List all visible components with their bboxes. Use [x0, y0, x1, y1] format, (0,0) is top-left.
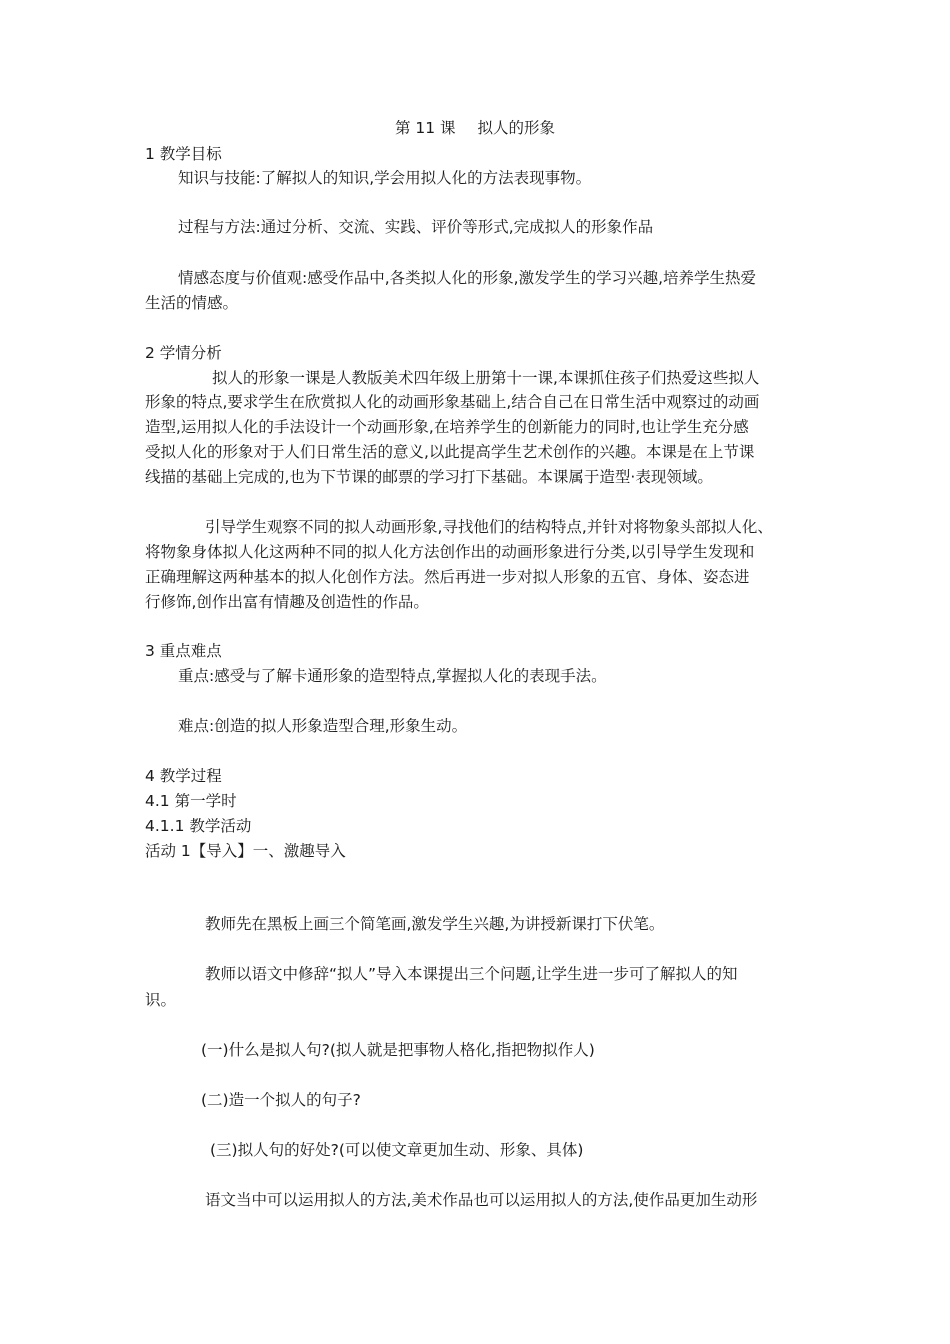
paragraph: 行修饰,创作出富有情趣及创造性的作品。 [145, 593, 429, 611]
paragraph: 受拟人化的形象对于人们日常生活的意义,以此提高学生艺术创作的兴趣。本课是在上节课 [145, 443, 755, 461]
paragraph: 引导学生观察不同的拟人动画形象,寻找他们的结构特点,并针对将物象头部拟人化、 [205, 518, 773, 536]
paragraph: 识。 [145, 991, 177, 1009]
paragraph: 重点:感受与了解卡通形象的造型特点,掌握拟人化的表现手法。 [178, 667, 607, 685]
subheading: 4.1 第一学时 [145, 792, 237, 810]
paragraph: 教师先在黑板上画三个简笔画,激发学生兴趣,为讲授新课打下伏笔。 [205, 915, 665, 933]
paragraph: 语文当中可以运用拟人的方法,美术作品也可以运用拟人的方法,使作品更加生动形 [205, 1191, 758, 1209]
section-heading-key-points: 3 重点难点 [145, 642, 222, 660]
paragraph: 生活的情感。 [145, 294, 239, 312]
section-heading-objectives: 1 教学目标 [145, 145, 222, 163]
paragraph: 正确理解这两种基本的拟人化创作方法。然后再进一步对拟人形象的五官、身体、姿态进 [145, 568, 750, 586]
paragraph: 难点:创造的拟人形象造型合理,形象生动。 [178, 717, 468, 735]
lesson-number: 第 11 课 [394, 119, 456, 137]
paragraph: 教师以语文中修辞“拟人”导入本课提出三个问题,让学生进一步可了解拟人的知 [205, 965, 738, 983]
activity-heading: 活动 1【导入】一、激趣导入 [145, 842, 346, 860]
section-heading-process: 4 教学过程 [145, 767, 222, 785]
paragraph: 线描的基础上完成的,也为下节课的邮票的学习打下基础。本课属于造型·表现领域。 [145, 468, 713, 486]
question-item: (三)拟人句的好处?(可以使文章更加生动、形象、具体) [210, 1141, 584, 1159]
paragraph: 过程与方法:通过分析、交流、实践、评价等形式,完成拟人的形象作品 [178, 218, 654, 236]
paragraph: 拟人的形象一课是人教版美术四年级上册第十一课,本课抓住孩子们热爱这些拟人 [212, 369, 760, 387]
subheading: 4.1.1 教学活动 [145, 817, 252, 835]
paragraph: 将物象身体拟人化这两种不同的拟人化方法创作出的动画形象进行分类,以引导学生发现和 [145, 543, 755, 561]
question-item: (一)什么是拟人句?(拟人就是把事物人格化,指把物拟作人) [201, 1041, 595, 1059]
question-item: (二)造一个拟人的句子? [201, 1091, 361, 1109]
paragraph: 形象的特点,要求学生在欣赏拟人化的动画形象基础上,结合自己在日常生活中观察过的动画 [145, 393, 760, 411]
page-title [0, 118, 950, 138]
lesson-name: 拟人的形象 [477, 119, 556, 137]
paragraph: 情感态度与价值观:感受作品中,各类拟人化的形象,激发学生的学习兴趣,培养学生热爱 [178, 269, 757, 287]
paragraph: 造型,运用拟人化的手法设计一个动画形象,在培养学生的创新能力的同时,也让学生充分感 [145, 418, 749, 436]
section-heading-analysis: 2 学情分析 [145, 344, 222, 362]
paragraph: 知识与技能:了解拟人的知识,学会用拟人化的方法表现事物。 [178, 169, 592, 187]
